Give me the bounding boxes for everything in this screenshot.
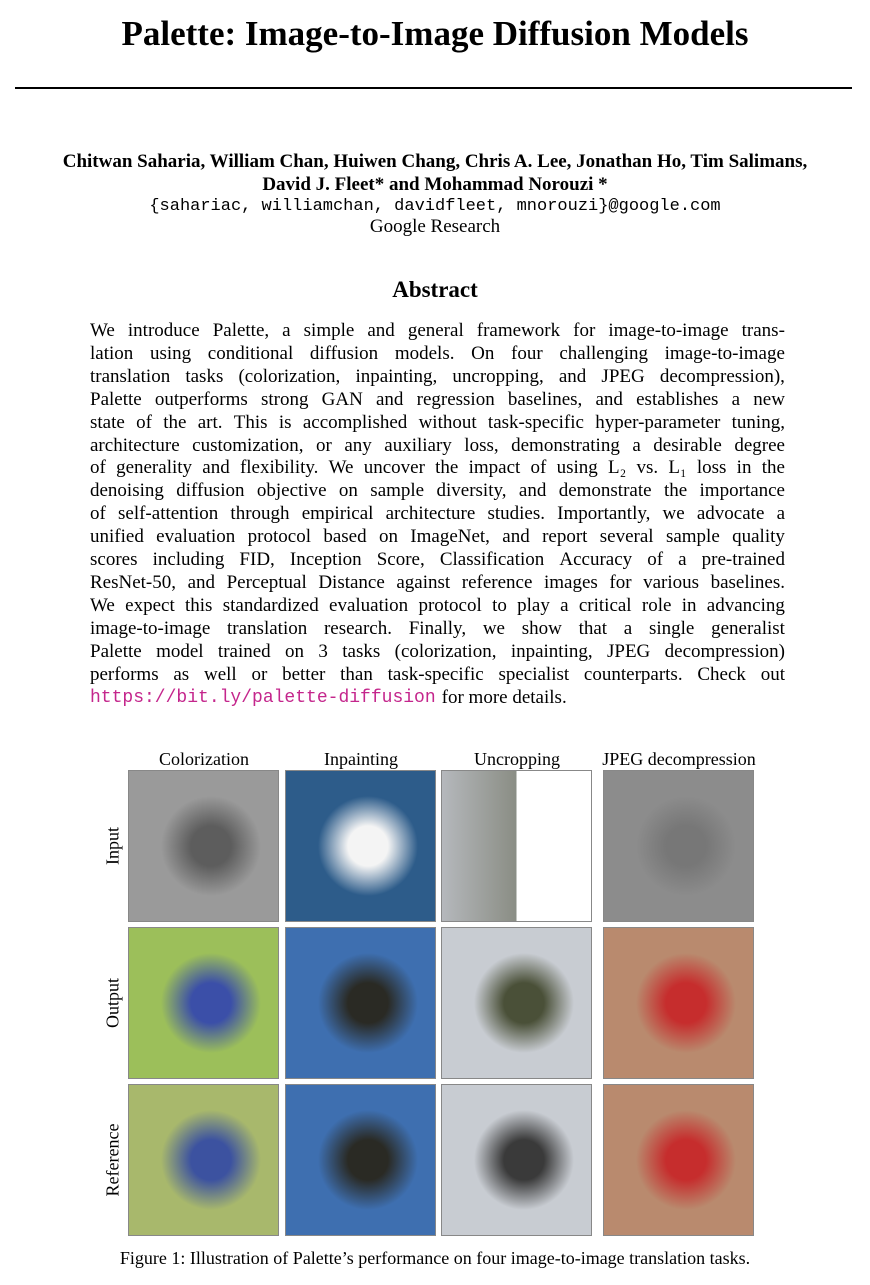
abstract-last-line: [90, 687, 785, 710]
figure-column-label: Uncropping: [474, 749, 560, 769]
affiliation: Google Research: [369, 216, 501, 237]
authors-line-2: David J. Fleet* and Mohammad Norouzi *: [262, 174, 608, 195]
abstract-line: image-to-image translation research. Finally, we show that a single generalist: [90, 617, 785, 639]
figure-column-label: Colorization: [159, 749, 249, 769]
figure-image-reference-2: [285, 1084, 436, 1236]
abstract-heading: Abstract: [392, 277, 478, 302]
figure-image-output-2: [285, 927, 436, 1079]
abstract-line: denoising diffusion objective on sample diversity, and demonstrate the importance: [90, 480, 785, 502]
abstract-line: Palette model trained on 3 tasks (colorization, inpainting, JPEG decompression): [90, 640, 785, 662]
abstract-line: lation using conditional diffusion models. On four challenging image-to-image: [90, 342, 785, 364]
authors-line-1: Chitwan Saharia, William Chan, Huiwen Chang, Chris A. Lee, Jonathan Ho, Tim Salimans,: [62, 151, 808, 172]
title-rule: [15, 87, 852, 89]
figure-row-label: Input: [102, 827, 123, 865]
figure-image-reference-4: [603, 1084, 754, 1236]
abstract-line: Palette outperforms strong GAN and regression baselines, and establishes a new: [90, 388, 785, 410]
abstract-line: architecture customization, or any auxiliary loss, demonstrating a desirable degree: [90, 434, 785, 456]
figure-image-reference-1: [128, 1084, 279, 1236]
abstract-line: ResNet-50, and Perceptual Distance against reference images for various baselines.: [90, 571, 785, 593]
abstract-line: of self-attention through empirical architecture studies. Importantly, we advocate a: [90, 503, 785, 525]
project-link[interactable]: https://bit.ly/palette-diffusion: [90, 687, 436, 708]
figure-image-output-1: [128, 927, 279, 1079]
figure-image-input-4: [603, 770, 754, 922]
paper-title: Palette: Image-to-Image Diffusion Models: [121, 14, 749, 53]
abstract-line: scores including FID, Inception Score, Classification Accuracy of a pre-trained: [90, 549, 785, 571]
figure-image-reference-3: [441, 1084, 592, 1236]
abstract-line: unified evaluation protocol based on ImageNet, and report several sample quality: [90, 526, 785, 548]
abstract-line: state of the art. This is accomplished without task-specific hyper-parameter tuning,: [90, 411, 785, 433]
figure-image-input-3: [441, 770, 592, 922]
figure-row-label: Output: [102, 977, 123, 1029]
abstract-tail: for more details.: [441, 686, 567, 708]
figure-image-input-1: [128, 770, 279, 922]
author-emails: {sahariac, williamchan, davidfleet, mnorouzi}@google.com: [149, 197, 721, 216]
figure-image-output-4: [603, 927, 754, 1079]
abstract-line: We introduce Palette, a simple and general framework for image-to-image trans-: [90, 320, 785, 341]
abstract-line: of generality and flexibility. We uncover the impact of using L₂ vs. L₁ loss in the: [90, 457, 785, 479]
abstract-line: performs as well or better than task-specific specialist counterparts. Check out: [90, 663, 785, 685]
figure-row-label: Reference: [102, 1123, 123, 1197]
authors: [0, 150, 870, 196]
abstract-line: translation tasks (colorization, inpainting, uncropping, and JPEG decompression),: [90, 365, 785, 387]
figure-column-label: JPEG decompression: [602, 749, 756, 769]
figure-caption: Figure 1: Illustration of Palette’s performance on four image-to-image translation tasks.: [119, 1248, 751, 1268]
abstract-line: We expect this standardized evaluation protocol to play a critical role in advancing: [90, 594, 785, 616]
figure-image-output-3: [441, 927, 592, 1079]
figure-column-label: Inpainting: [324, 749, 398, 769]
abstract-body: [90, 320, 785, 709]
figure-image-input-2: [285, 770, 436, 922]
